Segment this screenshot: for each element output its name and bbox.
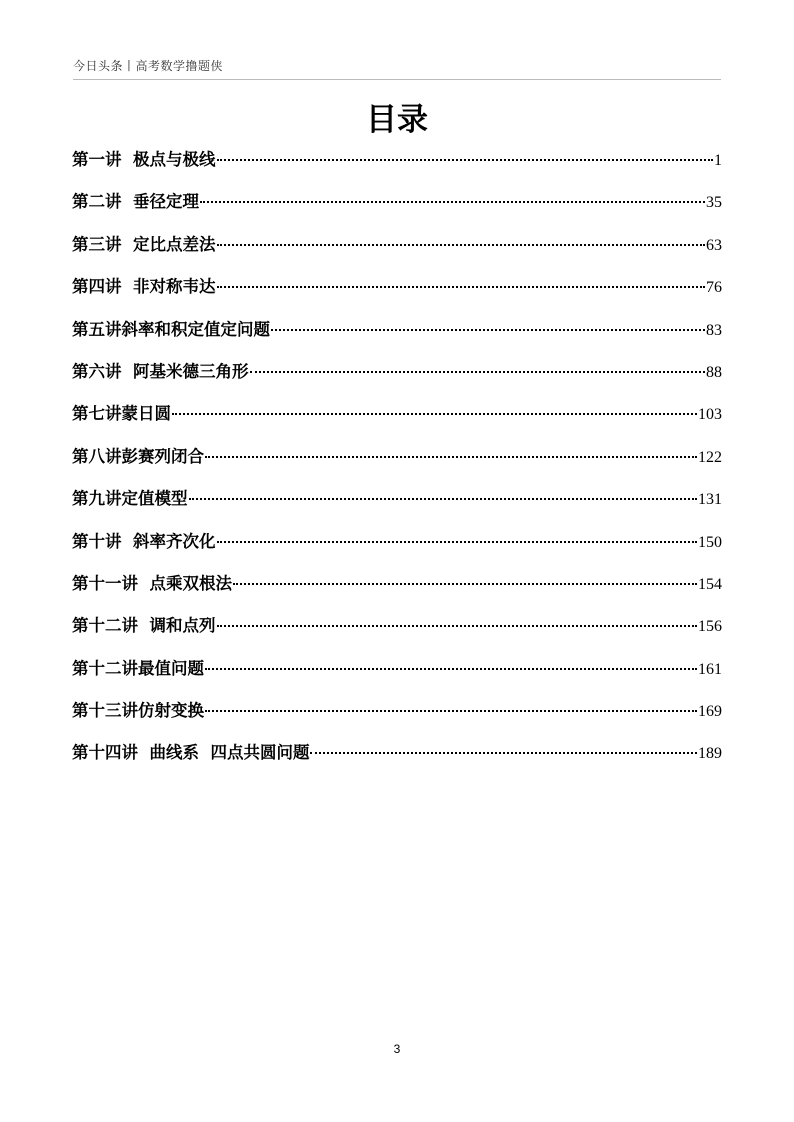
toc-entry-8[interactable] bbox=[72, 441, 722, 483]
toc-entry-label: 第十二讲 调和点列 bbox=[72, 616, 216, 636]
toc-entry-11[interactable] bbox=[72, 568, 722, 610]
toc-entry-6[interactable] bbox=[72, 356, 722, 398]
table-of-contents bbox=[72, 144, 722, 780]
toc-entry-label: 第五讲斜率和积定值定问题 bbox=[72, 319, 270, 339]
toc-entry-label: 第八讲彭赛列闭合 bbox=[72, 446, 204, 466]
toc-entry-1[interactable] bbox=[72, 144, 722, 186]
toc-entry-page: 1 bbox=[714, 152, 722, 169]
toc-entry-page: 63 bbox=[706, 236, 722, 254]
toc-dot-leader bbox=[205, 668, 697, 670]
toc-entry-label: 第十讲 斜率齐次化 bbox=[72, 531, 216, 551]
toc-entry-4[interactable] bbox=[72, 271, 722, 313]
toc-entry-page: 83 bbox=[706, 321, 722, 339]
header-divider bbox=[73, 79, 721, 80]
toc-dot-leader bbox=[205, 710, 697, 712]
toc-entry-label: 第二讲 垂径定理 bbox=[72, 192, 199, 212]
toc-entry-15[interactable] bbox=[72, 737, 722, 779]
toc-dot-leader bbox=[205, 456, 697, 458]
toc-entry-page: 161 bbox=[698, 660, 722, 678]
toc-dot-leader bbox=[217, 541, 698, 543]
toc-entry-14[interactable] bbox=[72, 695, 722, 737]
toc-entry-page: 150 bbox=[698, 533, 722, 551]
toc-entry-label: 第九讲定值模型 bbox=[72, 489, 188, 509]
toc-entry-label: 第十三讲仿射变换 bbox=[72, 701, 204, 721]
toc-dot-leader bbox=[217, 625, 698, 627]
toc-dot-leader bbox=[233, 583, 697, 585]
toc-entry-page: 131 bbox=[698, 491, 722, 509]
page-title: 目录 bbox=[366, 102, 428, 138]
toc-entry-12[interactable] bbox=[72, 610, 722, 652]
running-header: 今日头条丨高考数学撸题侠 bbox=[73, 59, 224, 73]
toc-entry-label: 第七讲蒙日圆 bbox=[72, 404, 171, 424]
toc-dot-leader bbox=[217, 244, 706, 246]
toc-entry-label: 第一讲 极点与极线 bbox=[72, 150, 216, 169]
toc-entry-2[interactable] bbox=[72, 186, 722, 228]
toc-entry-page: 169 bbox=[698, 703, 722, 721]
toc-entry-3[interactable] bbox=[72, 229, 722, 271]
toc-entry-9[interactable] bbox=[72, 483, 722, 525]
toc-entry-7[interactable] bbox=[72, 398, 722, 440]
toc-dot-leader bbox=[189, 498, 698, 500]
toc-entry-label: 第十四讲 曲线系 四点共圆问题 bbox=[72, 743, 310, 763]
toc-entry-page: 156 bbox=[698, 618, 722, 636]
toc-dot-leader bbox=[271, 329, 705, 331]
page-number: 3 bbox=[393, 1042, 401, 1056]
toc-entry-page: 189 bbox=[698, 745, 722, 763]
toc-entry-page: 154 bbox=[698, 575, 722, 593]
toc-entry-5[interactable] bbox=[72, 314, 722, 356]
toc-dot-leader bbox=[217, 286, 706, 288]
toc-entry-label: 第六讲 阿基米德三角形 bbox=[72, 361, 249, 381]
toc-entry-page: 35 bbox=[706, 194, 722, 212]
toc-entry-label: 第四讲 非对称韦达 bbox=[72, 277, 216, 297]
toc-dot-leader bbox=[217, 159, 714, 161]
toc-dot-leader bbox=[310, 752, 697, 754]
toc-entry-page: 122 bbox=[698, 448, 722, 466]
toc-entry-page: 88 bbox=[706, 363, 722, 381]
toc-entry-label: 第十一讲 点乘双根法 bbox=[72, 573, 232, 593]
toc-dot-leader bbox=[172, 413, 697, 415]
toc-entry-page: 103 bbox=[698, 406, 722, 424]
toc-dot-leader bbox=[200, 201, 705, 203]
toc-dot-leader bbox=[250, 371, 706, 373]
toc-entry-page: 76 bbox=[706, 279, 722, 297]
toc-entry-label: 第三讲 定比点差法 bbox=[72, 234, 216, 254]
toc-entry-10[interactable] bbox=[72, 526, 722, 568]
toc-entry-13[interactable] bbox=[72, 653, 722, 695]
toc-entry-label: 第十二讲最值问题 bbox=[72, 658, 204, 678]
